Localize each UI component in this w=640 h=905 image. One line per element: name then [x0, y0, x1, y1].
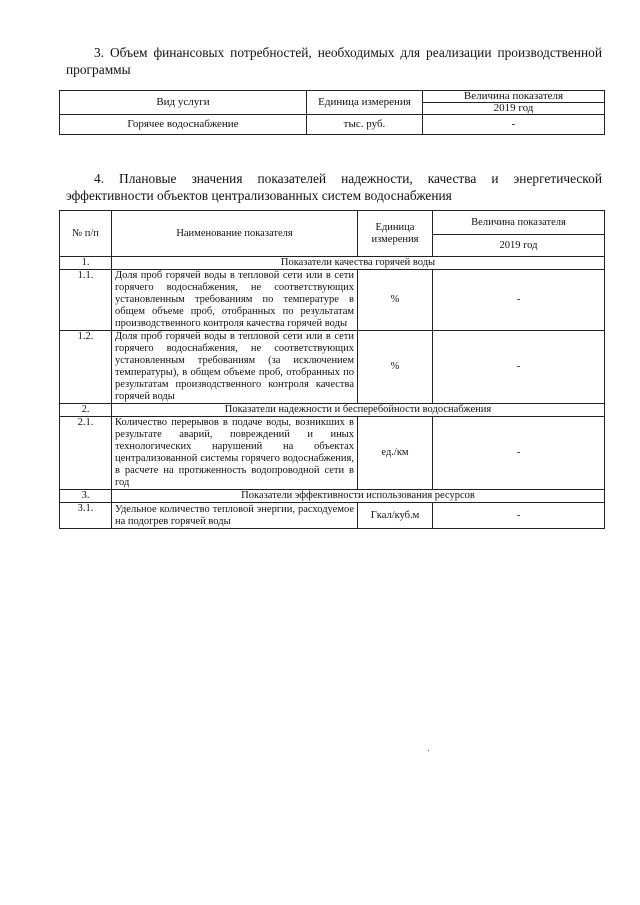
header-year: 2019 год: [423, 103, 605, 115]
header-value: Величина показателя: [433, 211, 605, 235]
row-unit: %: [358, 270, 433, 331]
header-service: Вид услуги: [60, 91, 307, 115]
cell-service: Горячее водоснабжение: [60, 115, 307, 135]
row-value: -: [433, 270, 605, 331]
group-title: Показатели эффективности использования ресурсов: [112, 490, 605, 503]
scan-speck: [428, 750, 429, 751]
group-num: 3.: [60, 490, 112, 503]
row-num: 2.1.: [60, 417, 112, 490]
section4-heading: 4. Плановые значения показателей надежности, качества и энергетической эффективности объектов централизованных систем водоснабжения: [66, 171, 602, 203]
group-title: Показатели надежности и бесперебойности водоснабжения: [112, 404, 605, 417]
cell-unit: тыс. руб.: [307, 115, 423, 135]
group-num: 2.: [60, 404, 112, 417]
header-name: Наименование показателя: [112, 211, 358, 257]
row-value: -: [433, 503, 605, 529]
row-unit: %: [358, 331, 433, 404]
row-unit: Гкал/куб.м: [358, 503, 433, 529]
header-num: № п/п: [60, 211, 112, 257]
cell-value: -: [423, 115, 605, 135]
group-title: Показатели качества горячей воды: [112, 257, 605, 270]
header-unit: Единица измерения: [358, 211, 433, 257]
row-value: -: [433, 331, 605, 404]
row-num: 1.1.: [60, 270, 112, 331]
section3-heading: 3. Объем финансовых потребностей, необходимых для реализации производственной программы: [66, 45, 602, 77]
row-value: -: [433, 417, 605, 490]
header-year: 2019 год: [433, 235, 605, 257]
row-unit: ед./км: [358, 417, 433, 490]
header-value: Величина показателя: [423, 91, 605, 103]
row-name: Удельное количество тепловой энергии, расходуемое на подогрев горячей воды: [112, 503, 358, 529]
row-name: Доля проб горячей воды в тепловой сети или в сети горячего водоснабжения, не соответствующих установленным требованиям по температуре в общем объеме проб, отобранных по результатам производственного контроля качества горячей воды: [112, 270, 358, 331]
row-num: 3.1.: [60, 503, 112, 529]
row-name: Количество перерывов в подаче воды, возникших в результате аварий, повреждений и иных технологических нарушений на объектах централизованной системы горячего водоснабжения, в расчете на протяженность водопроводной сети в год: [112, 417, 358, 490]
financial-needs-table: [59, 90, 605, 135]
row-name: Доля проб горячей воды в тепловой сети или в сети горячего водоснабжения, не соответствующих установленным требованиям (за исключением температуры), в общем объеме проб, отобранных по результатам производственного контроля качества горячей воды: [112, 331, 358, 404]
row-num: 1.2.: [60, 331, 112, 404]
header-unit: Единица измерения: [307, 91, 423, 115]
group-num: 1.: [60, 257, 112, 270]
indicators-table: [59, 210, 605, 529]
